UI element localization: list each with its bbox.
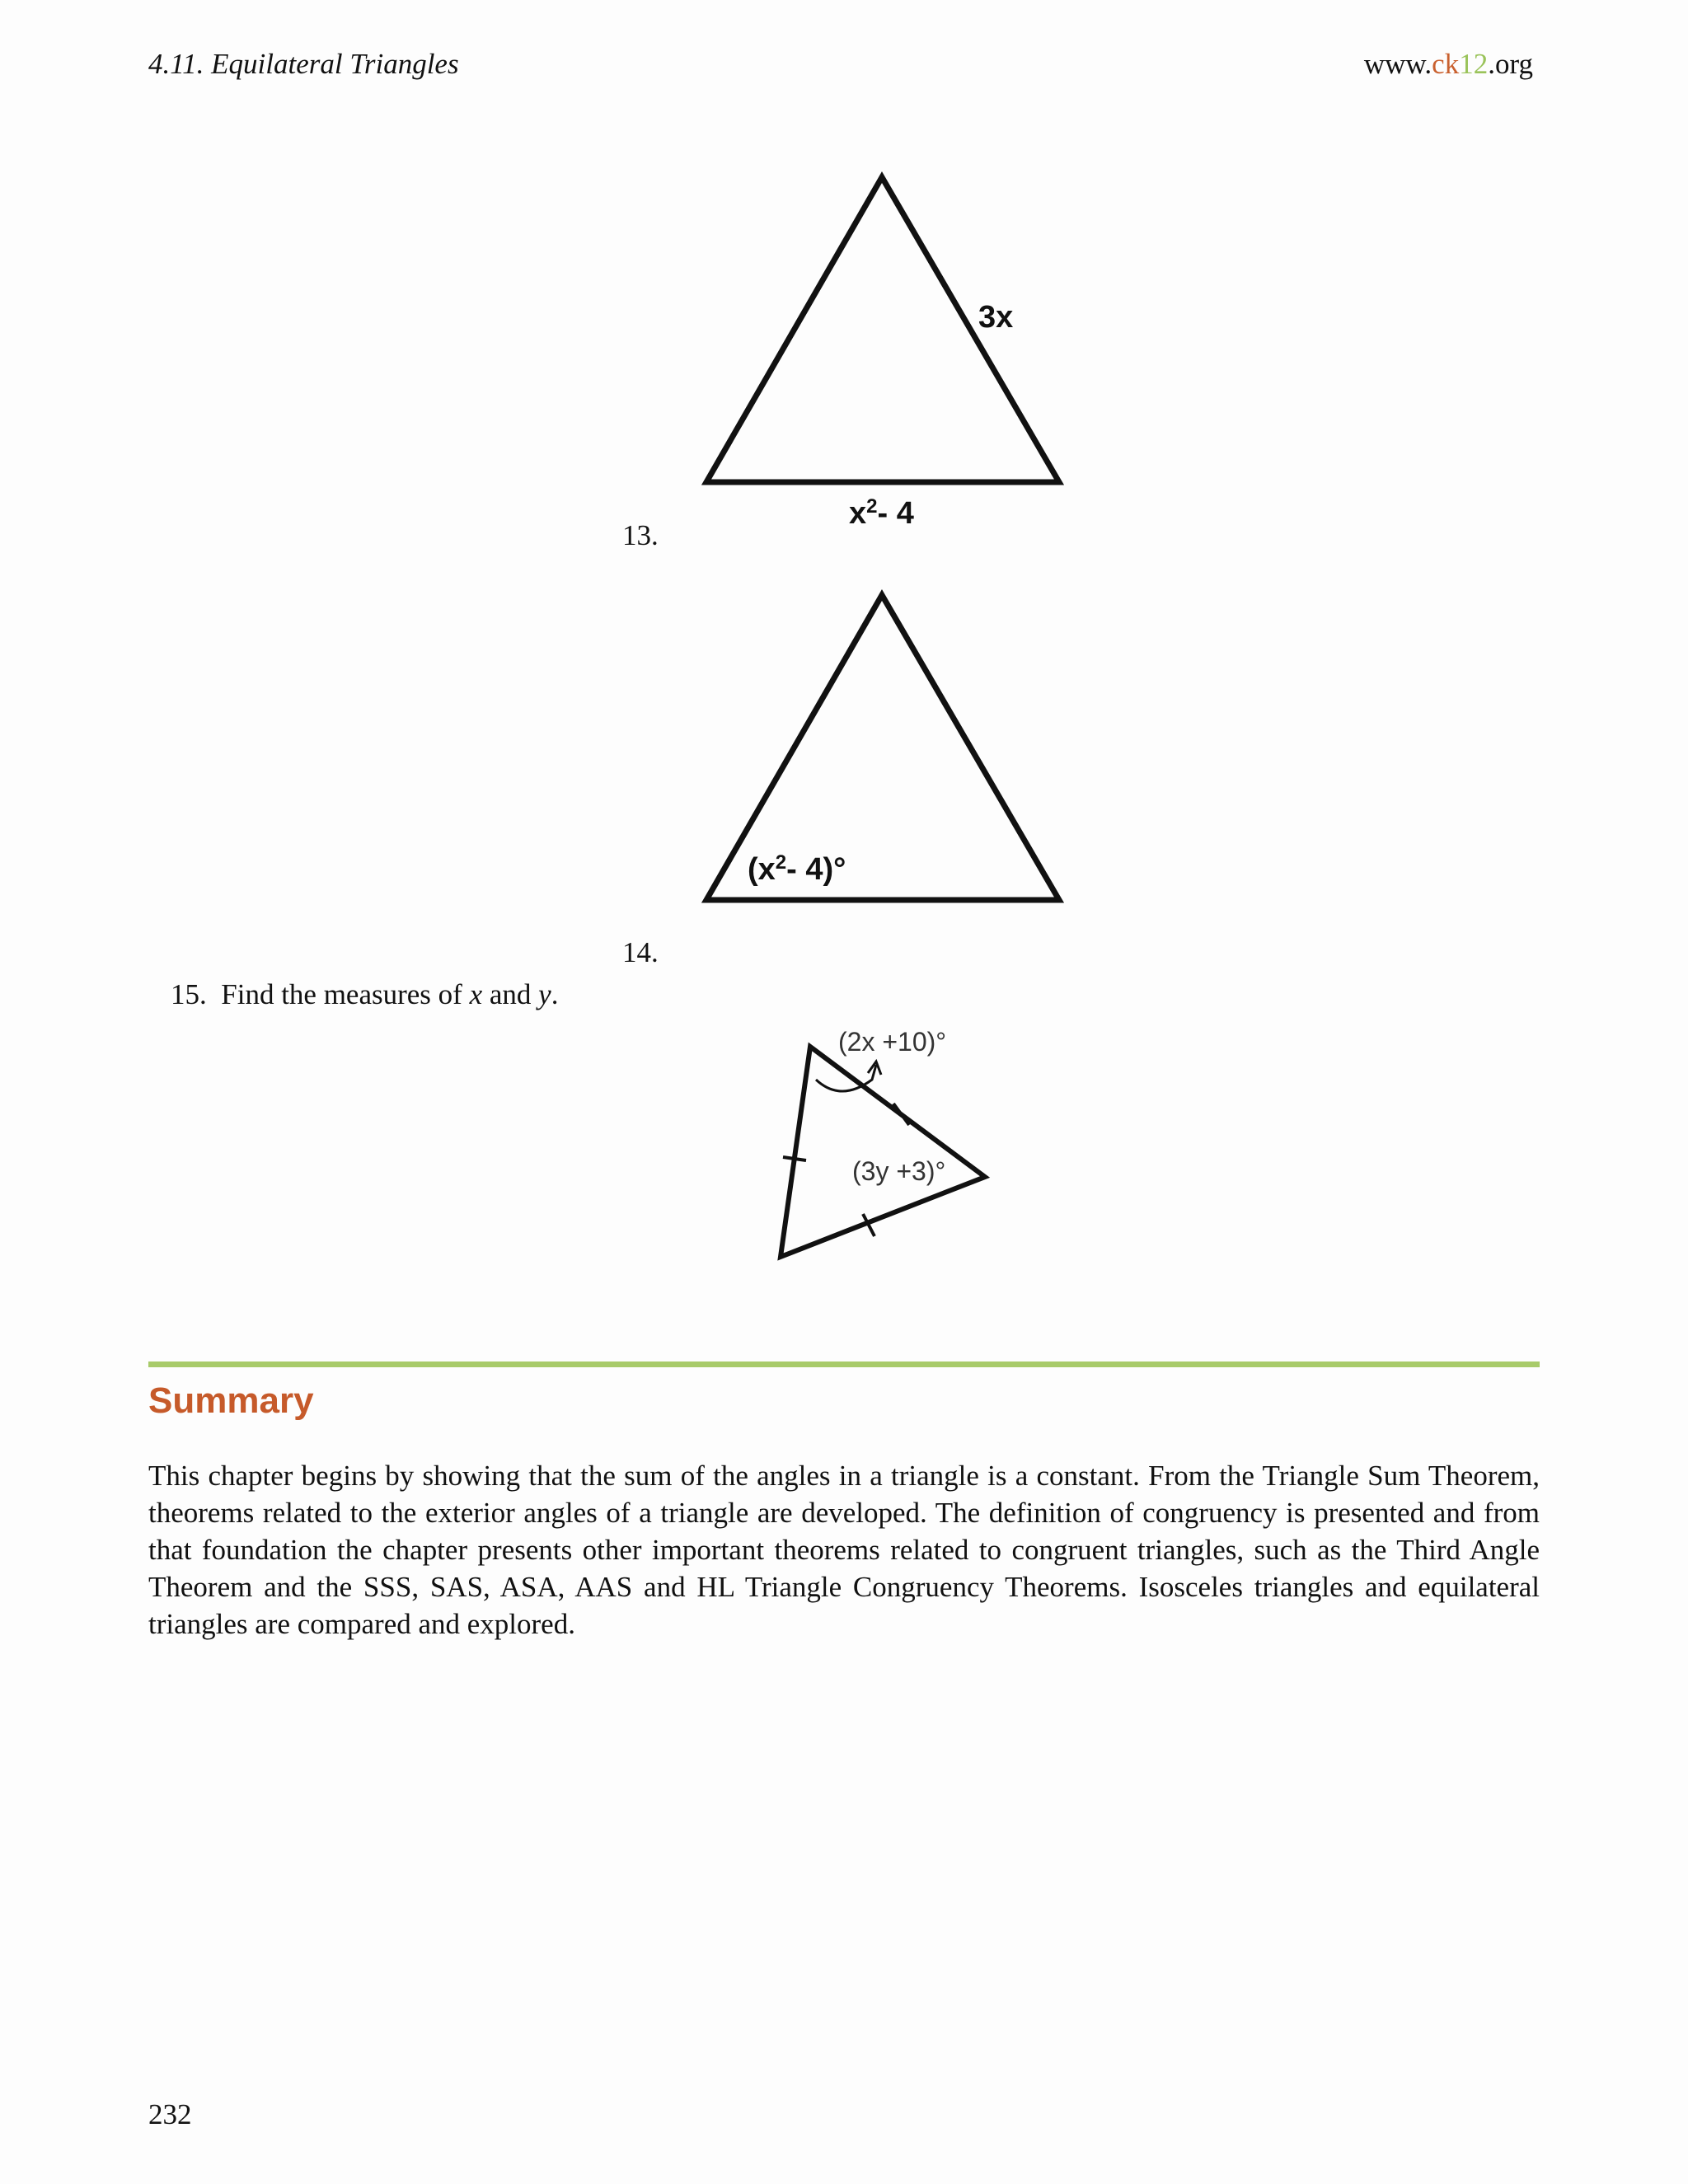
figure-13-number: 13. <box>622 519 659 551</box>
summary-heading: Summary <box>148 1380 314 1421</box>
site-prefix: www. <box>1363 48 1432 80</box>
page-number: 232 <box>148 2098 192 2130</box>
variable-x: x <box>469 978 483 1010</box>
running-header-section: 4.11. Equilateral Triangles <box>148 48 459 80</box>
question-15: 15. Find the measures of x and y. <box>171 978 559 1010</box>
figure-15-triangle <box>0 1014 1688 1286</box>
site-ck: ck <box>1432 48 1460 80</box>
site-12: 12 <box>1459 48 1489 80</box>
summary-divider <box>148 1361 1540 1367</box>
triangle-15-shape <box>781 1047 985 1257</box>
figure-13-triangle <box>0 0 1688 577</box>
side-label-3x: 3x <box>978 300 1014 335</box>
angle-label-top: (2x +10)° <box>838 1027 947 1057</box>
site-suffix: .org <box>1488 48 1533 80</box>
summary-paragraph: This chapter begins by showing that the sum of the angles in a triangle is a constant. From the Triangle Sum Theorem, theorems related to the exterior angles of a triangle are developed. The definition of congruency is presented and from that foundation the chapter presents other important theorems related to congruent triangles, such as the Third Angle Theorem and the SSS, SAS, ASA, AAS and HL Triangle Congruency Theorems. Isosceles triangles and equilateral triangles are compared and explored. <box>148 1460 1540 1640</box>
tick-mark-left <box>783 1157 806 1160</box>
base-label-13: $x^2-$ 4 <box>849 494 914 531</box>
tick-mark-upper-right <box>893 1104 909 1125</box>
angle-label-14: ($x^2-$ 4)° <box>748 851 846 887</box>
figure-14-triangle <box>0 577 1688 923</box>
figure-14-number: 14. <box>622 936 659 968</box>
question-15-number: 15. <box>171 978 207 1010</box>
angle-label-right: (3y +3)° <box>852 1156 946 1186</box>
variable-y: y <box>538 978 551 1010</box>
